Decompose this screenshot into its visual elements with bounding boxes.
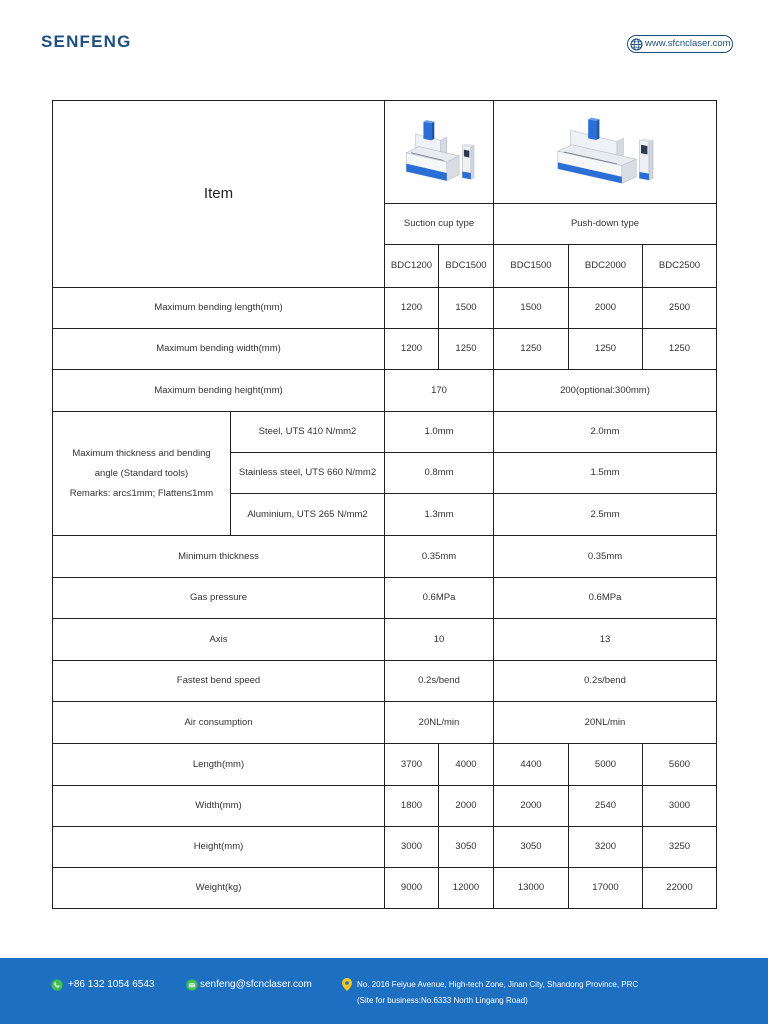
material-aluminium-label: Aluminium, UTS 265 N/mm2: [231, 494, 384, 535]
senfeng-logo: SENFENG: [41, 32, 132, 51]
model-header: BDC2500: [643, 245, 716, 287]
max-bending-length-value: 1500: [494, 288, 568, 328]
max-bending-height-label: Maximum bending height(mm): [53, 370, 384, 411]
weight-value: 13000: [494, 868, 568, 908]
contact-footer: [0, 958, 768, 1024]
globe-icon: [630, 38, 643, 51]
max-bending-length-value: 2000: [569, 288, 642, 328]
max-bending-width-value: 1250: [569, 329, 642, 369]
axis-value: 13: [494, 619, 716, 660]
material-aluminium-value: 1.3mm: [385, 494, 493, 535]
minimum-thickness-value: 0.35mm: [494, 536, 716, 577]
model-header: BDC1200: [385, 245, 438, 287]
model-header: BDC1500: [439, 245, 493, 287]
gas-pressure-label: Gas pressure: [53, 578, 384, 618]
weight-value: 9000: [385, 868, 438, 908]
gas-pressure-value: 0.6MPa: [494, 578, 716, 618]
height-value: 3200: [569, 827, 642, 867]
fastest-bend-speed-value: 0.2s/bend: [494, 661, 716, 701]
air-consumption-label: Air consumption: [53, 702, 384, 743]
fastest-bend-speed-label: Fastest bend speed: [53, 661, 384, 701]
length-value: 4000: [439, 744, 493, 785]
height-value: 3250: [643, 827, 716, 867]
length-value: 5600: [643, 744, 716, 785]
weight-value: 12000: [439, 868, 493, 908]
length-label: Length(mm): [53, 744, 384, 785]
email-address[interactable]: senfeng@sfcnclaser.com: [200, 979, 312, 990]
suction-cup-machine-image: [400, 117, 478, 187]
air-consumption-value: 20NL/min: [494, 702, 716, 743]
length-value: 4400: [494, 744, 568, 785]
minimum-thickness-value: 0.35mm: [385, 536, 493, 577]
model-header: BDC1500: [494, 245, 568, 287]
width-value: 3000: [643, 786, 716, 826]
website-url: www.sfcnclaser.com: [645, 38, 731, 49]
push-down-machine-image: [553, 116, 657, 188]
whatsapp-icon: [51, 979, 63, 991]
gas-pressure-value: 0.6MPa: [385, 578, 493, 618]
fastest-bend-speed-value: 0.2s/bend: [385, 661, 493, 701]
max-bending-width-value: 1250: [439, 329, 493, 369]
material-steel-value: 2.0mm: [494, 412, 716, 452]
max-bending-length-value: 1500: [439, 288, 493, 328]
length-value: 3700: [385, 744, 438, 785]
material-stainless-steel-value: 0.8mm: [385, 453, 493, 493]
max-bending-width-value: 1250: [494, 329, 568, 369]
website-link[interactable]: [627, 35, 733, 53]
max-bending-width-label: Maximum bending width(mm): [53, 329, 384, 369]
height-value: 3050: [439, 827, 493, 867]
width-value: 2000: [494, 786, 568, 826]
suction-cup-type-header: Suction cup type: [385, 204, 493, 244]
max-bending-height-value: 200(optional:300mm): [494, 370, 716, 411]
push-down-type-header: Push-down type: [494, 204, 716, 244]
max-bending-length-label: Maximum bending length(mm): [53, 288, 384, 328]
location-pin-icon: [342, 978, 352, 991]
model-header: BDC2000: [569, 245, 642, 287]
axis-value: 10: [385, 619, 493, 660]
height-value: 3050: [494, 827, 568, 867]
phone-number: +86 132 1054 6543: [68, 979, 155, 990]
item-header: Item: [53, 101, 384, 287]
max-thickness-remarks: Remarks: arc≤1mm; Flatten≤1mm: [69, 487, 214, 499]
max-thickness-group-label: [53, 412, 230, 535]
height-label: Height(mm): [53, 827, 384, 867]
weight-value: 17000: [569, 868, 642, 908]
width-value: 1800: [385, 786, 438, 826]
material-aluminium-value: 2.5mm: [494, 494, 716, 535]
suction-cup-machine-photo-cell: [385, 101, 493, 203]
max-bending-length-value: 1200: [385, 288, 438, 328]
material-steel-value: 1.0mm: [385, 412, 493, 452]
width-value: 2540: [569, 786, 642, 826]
material-stainless-steel-value: 1.5mm: [494, 453, 716, 493]
max-bending-width-value: 1200: [385, 329, 438, 369]
max-bending-width-value: 1250: [643, 329, 716, 369]
weight-value: 22000: [643, 868, 716, 908]
max-thickness-label: Maximum thickness and bending angle (Standard tools): [72, 447, 211, 479]
specification-table: [52, 100, 717, 909]
air-consumption-value: 20NL/min: [385, 702, 493, 743]
push-down-machine-photo-cell: [494, 101, 716, 203]
max-bending-length-value: 2500: [643, 288, 716, 328]
material-steel-label: Steel, UTS 410 N/mm2: [231, 412, 384, 452]
weight-label: Weight(kg): [53, 868, 384, 908]
address-line-1: No. 2016 Feiyue Avenue, High-tech Zone, Jinan City, Shandong Province, PRC: [357, 980, 639, 989]
material-stainless-steel-label: Stainless steel, UTS 660 N/mm2: [231, 453, 384, 493]
length-value: 5000: [569, 744, 642, 785]
email-icon: [186, 979, 198, 991]
width-label: Width(mm): [53, 786, 384, 826]
minimum-thickness-label: Minimum thickness: [53, 536, 384, 577]
height-value: 3000: [385, 827, 438, 867]
max-bending-height-value: 170: [385, 370, 493, 411]
axis-label: Axis: [53, 619, 384, 660]
width-value: 2000: [439, 786, 493, 826]
address-line-2: (Site for business:No.6333 North Lingang Road): [357, 996, 528, 1005]
